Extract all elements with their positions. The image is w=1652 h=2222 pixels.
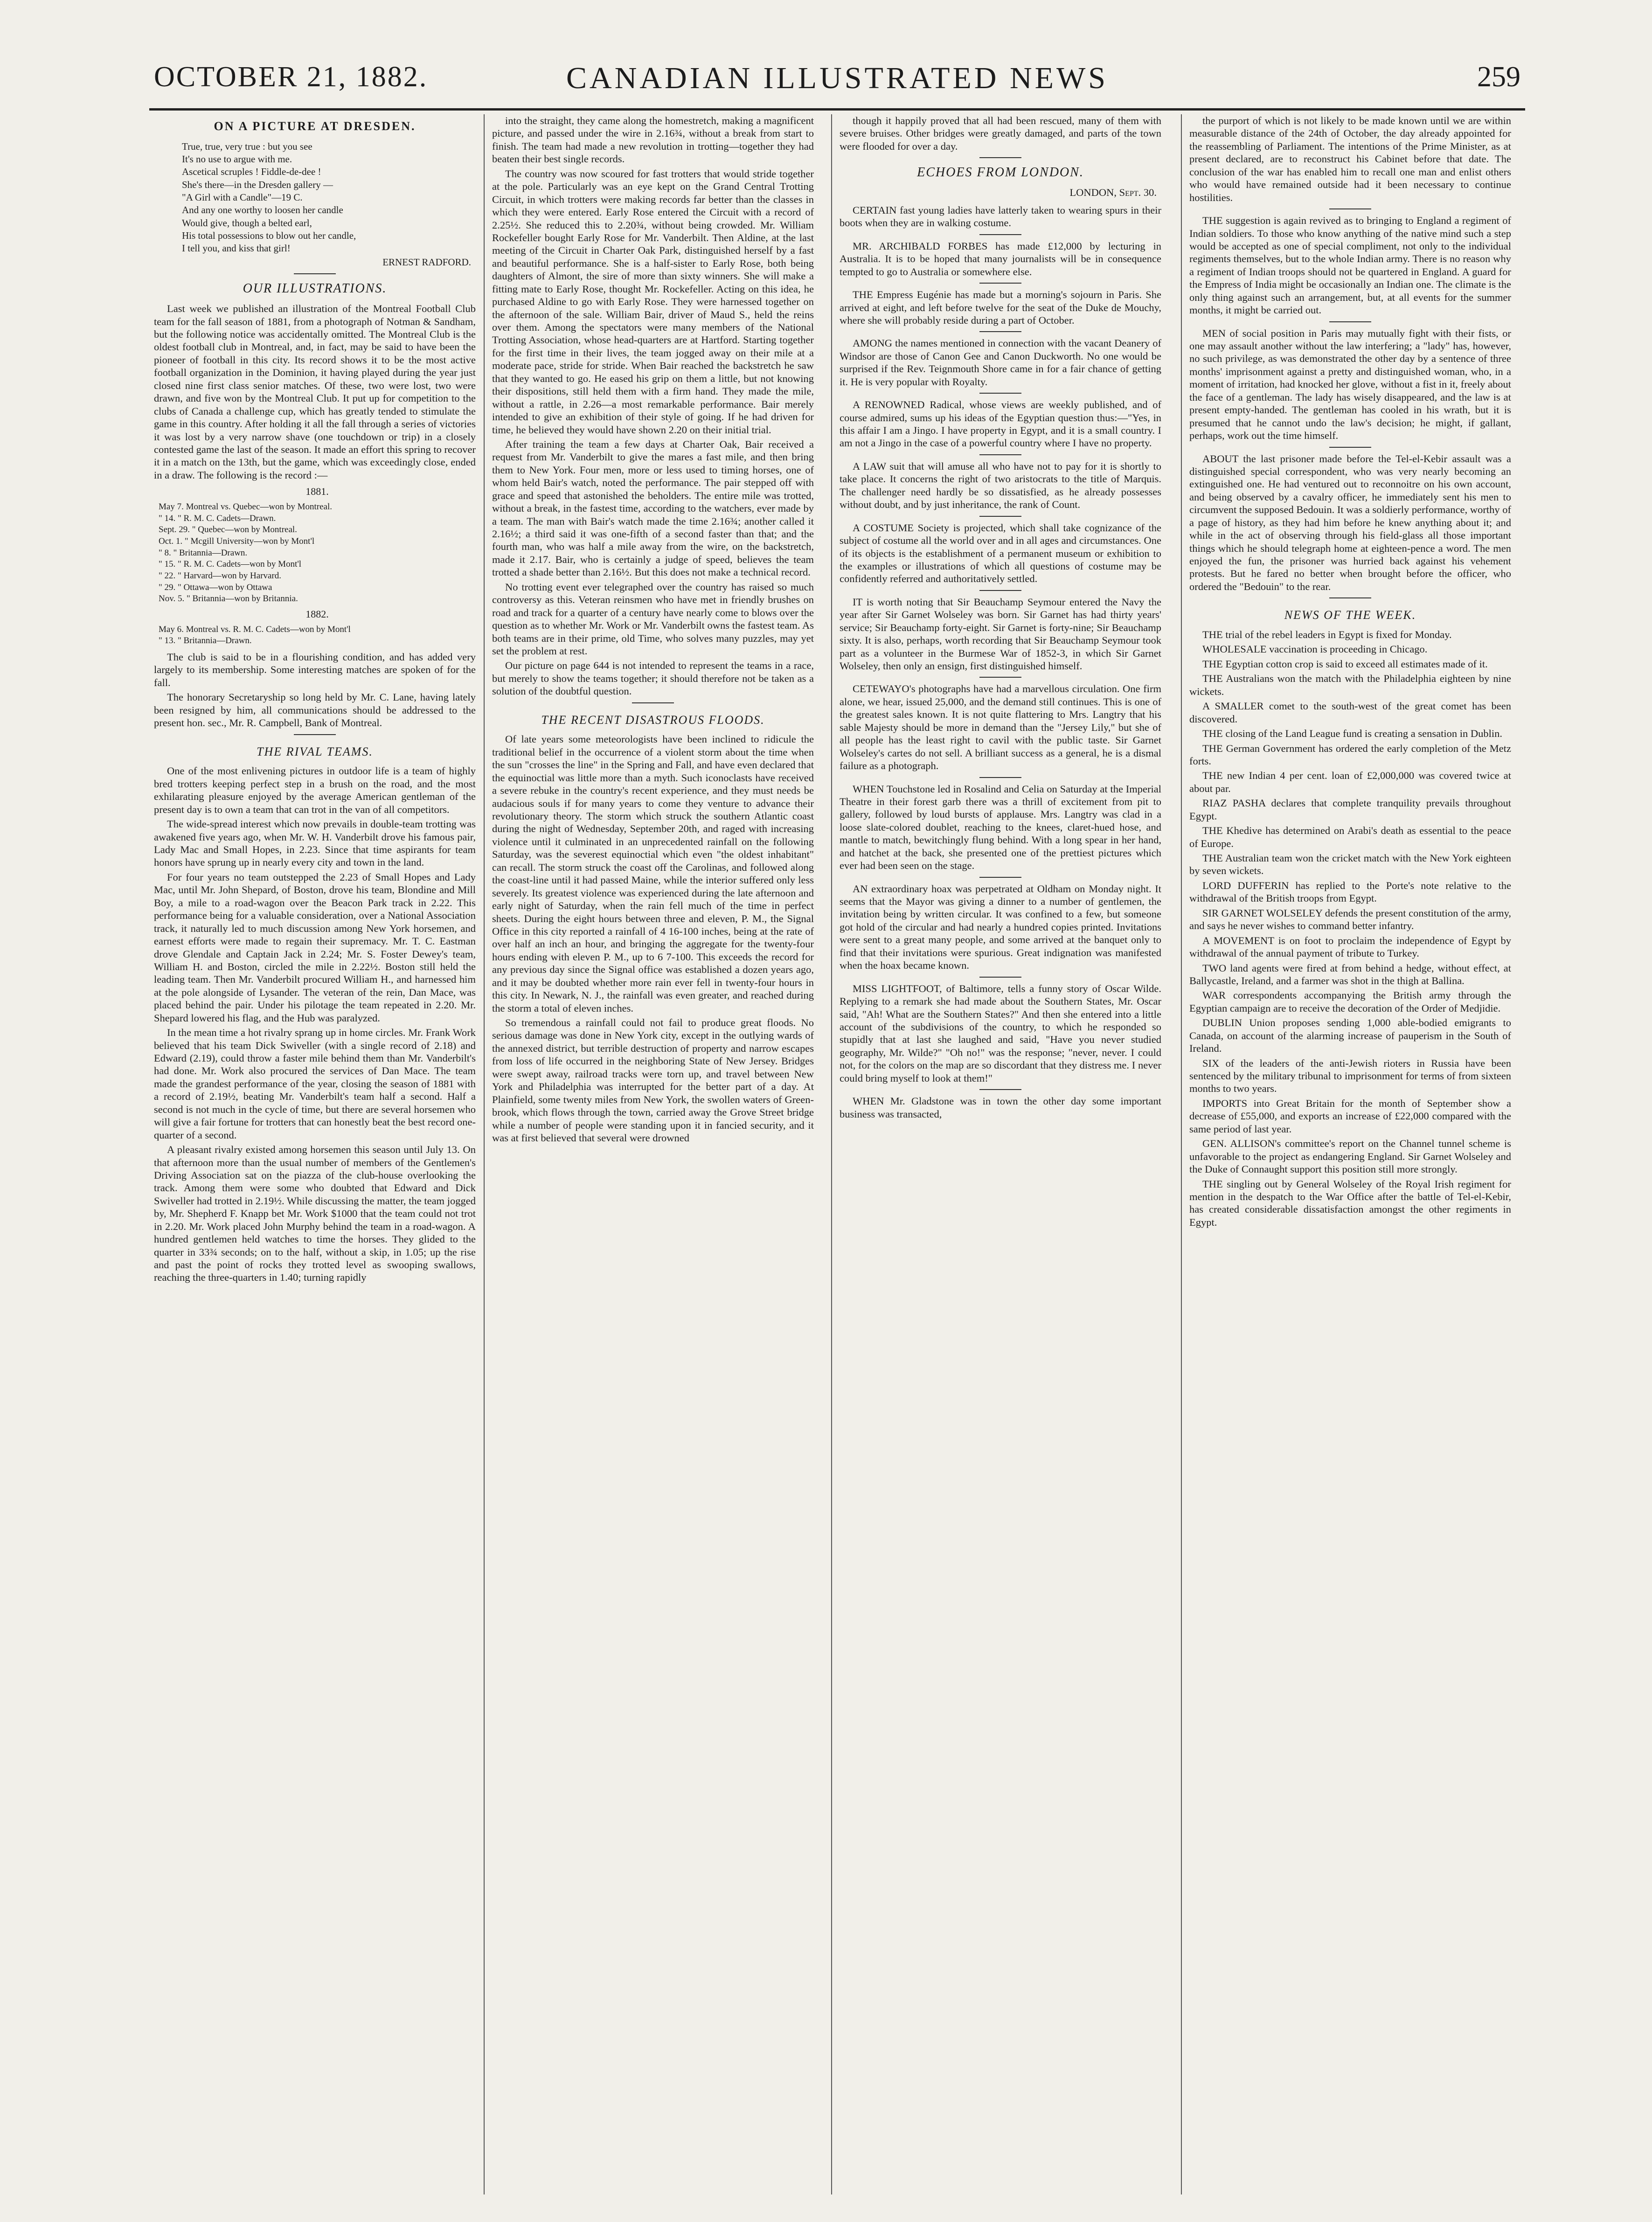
item-rule [979, 977, 1021, 978]
record-row: May 7. Montreal vs. Quebec—won by Montreal. [159, 501, 333, 512]
record-year-1881: 1881. [305, 486, 329, 498]
issue-date: OCTOBER 21, 1882. [154, 61, 428, 93]
item-rule [979, 331, 1021, 332]
poem [182, 140, 476, 255]
poem-title: ON A PICTURE AT DRESDEN. [214, 119, 416, 133]
news-item: THE suggestion is again revived as to bringing to England a regiment of Indian soldiers. To those who know anything of the native mind such a step would be accepted as one of special compliment, not only to the individual regiments themselves, but to the whole Indian army. There is no reason why a regiment of Indian troops should not be quartered in England. A guard for the Empress of India might be occasionally an Indian one. The climate is the only thing against such an arrangement, but, at all events for the summer months, it might be carried out. [1189, 215, 1511, 316]
floods-article [492, 733, 814, 1144]
column-divider [484, 114, 485, 2194]
record-row: " 8. " Britannia—Drawn. [159, 548, 248, 558]
news-item: A RENOWNED Radical, whose views are weekly published, and of course admired, sums up his ideas of the Egyptian question thus:—"Yes, in this affair I am a Jingo. I have property in Egypt, and it is a small country. I am not a Jingo in the case of a powerful country where I have no property. [840, 399, 1161, 449]
news-item: A SMALLER comet to the south-west of the great comet has been discovered. [1189, 700, 1511, 725]
paragraph: One of the most enlivening pictures in outdoor life is a team of highly bred trotters keeping perfect step in a brush on the road, and the most exhilarating pleasure enjoyed by the average American gentleman of the present day is to own a team that can trot in the van of all competitors. [154, 765, 476, 815]
paragraph: No trotting event ever telegraphed over the country has raised so much controversy as this. Veteran reinsmen who have met in friendly brushes on road and track for a quarter of a century have nearly come to blows over the question as to whether Mr. Work or Mr. Vanderbilt owns the fastest team. As both teams are in their prime, old Time, who solves many puzzles, may yet set the problem at rest. [492, 581, 814, 657]
floods-article-continued [840, 114, 1161, 153]
rival-teams-article [154, 764, 476, 1284]
news-item: WHEN Touchstone led in Rosalind and Celia on Saturday at the Imperial Theatre in their forest garb there was a thrill of excitement from pit to gallery, followed by loud bursts of applause. Mrs. Langtry was clad in a loose slate-colored doublet, reaching to the knees, claret-hued hose, and mantle to match, bewitchingly flung behind. With a long spear in her hand, and hatchet at the back, she presented one of the prettiest pictures which ever had been seen on the stage. [840, 783, 1161, 872]
news-item: A LAW suit that will amuse all who have not to pay for it is shortly to take place. It concerns the right of two aristocrats to the title of Marquis. The challenger need hardly be so dissatisfied, as he already possesses without doubt, and by just inheritance, the rank of Count. [840, 460, 1161, 511]
news-item: THE Egyptian cotton crop is said to exceed all estimates made of it. [1202, 658, 1488, 670]
paragraph: The country was now scoured for fast trotters that would stride together at the pole. Particularly was an eye kept on the Grand Central Trotting Circuit, in which trotters were making records far better than the classes in which they were entered. Early Rose entered the Circuit with a record of 2.25½. She reduced this to 2.20¾, without being crowded. Mr. William Rockefeller bought Early Rose for Mr. Vanderbilt. Then Aldine, at the last meeting of the Circuit in Charter Oak Park, distinguished herself by a fast and beautiful performance. She is a half-sister to Early Rose, both being daughters of Almont, the sire of more than sixty winners. She will make a fitting mate to Early Rose, thought Mr. Rockefeller. Acting on this idea, he purchased Aldine to go with Early Rose. They were harnessed together on the afternoon of the sale. William Bair, driver of Maud S., held the reins over them. Among the spectators were many members of the National Trotting Association, whose head-quarters are at Hartford. Starting together for the first time in their lives, the team jogged away on their mile at a moderate pace, stride for stride. When Bair reached the backstretch he saw that they wanted to go. He eased his grip on them a little, but not knowing their dispositions, still held them with a firm hand. They made the mile, without a rattle, in 2.26—a most remarkable performance. Bair merely intended to give an exhibition of their style of going. If he had driven for time, he believed they would have shown 2.20 on their initial trial. [492, 167, 814, 436]
paragraph: into the straight, they came along the homestretch, making a magnificent picture, and passed under the wire in 2.16¾, without a break from start to finish. The team had made a new revolution in trotting—together they had beaten their best single records. [492, 115, 814, 165]
item-rule [1329, 208, 1371, 209]
news-item: A COSTUME Society is projected, which shall take cognizance of the subject of costume all the world over and in all ages and circumstances. One of its objects is the establishment of a permanent museum or exhibition to the examples or illustrations of which all questions of costume may be confidently referred and authoritatively settled. [840, 521, 1161, 585]
news-item: THE singling out by General Wolseley of the Royal Irish regiment for mention in the despatch to the War Office after the battle of Tel-el-Kebir, has created considerable dissatisfaction amongst the other regiments in Egypt. [1189, 1178, 1511, 1228]
column-4 [1189, 114, 1511, 2194]
paragraph: Our picture on page 644 is not intended to represent the teams in a race, but merely to show the teams together; it should therefore not be taken as a solution of the doubtful question. [492, 660, 814, 697]
paragraph: Of late years some meteorologists have been inclined to ridicule the traditional belief in the occurrence of a violent storm about the time when the sun "crosses the line" in the Spring and Fall, and have even declared that the equinoctial was little more than a myth. Such iconoclasts have received a severe rebuke in the country's recent experience, and they must needs be audacious souls if for many years to come they venture to advance their revolutionary theory. The storm which struck the southern Atlantic coast during the night of Wednesday, September 20th, and raged with increasing violence until it culminated in an unprecedented rainfall on the following Saturday, was the severest equinoctial which even "the oldest inhabitant" can recall. The storm struck the coast off the Carolinas, and followed along the coast-line until it had passed Maine, while the interior suffered only less severely. Its greatest violence was experienced during the late afternoon and early night of Saturday, when the rain fell much of the time in perfect sheets. During the eight hours between three and eleven, P. M., the Signal Office in this city reported a rainfall of 4 16-100 inches, being at the rate of over half an inch an hour, and bringing the aggregate for the twenty-four hours ending with eleven P. M., up to 6 7-100. This exceeds the record for any previous day since the Signal office was established a dozen years ago, and it may be doubted whether more rain ever fell in twenty-four hours in this city. In Newark, N. J., the rainfall was even greater, and reached during the storm a total of eleven inches. [492, 733, 814, 1014]
news-item: MISS LIGHTFOOT, of Baltimore, tells a funny story of Oscar Wilde. Replying to a remark she had made about the Southern States, Mr. Oscar said, "Ah! What are the Southern States?" And then she entered into a little account of the subdivisions of the country, to which he responded so stupidly that at last she laughed and said, "Have you never studied geography, Mr. Wilde?" "Oh no!" was the response; "never, never. I could not, for the colors on the map are so discordant that they distress me. I never could bring myself to look at them!" [840, 982, 1161, 1084]
page-number: 259 [1477, 61, 1520, 93]
news-item: MEN of social position in Paris may mutually fight with their fists, or one may assault another without the law interfering; a "lady" has, however, no such privilege, as was demonstrated the other day by a sentence of three months' imprisonment against a pretty and distinguished woman, who, in a moment of irritation, had knocked her glove, without a fist in it, freely about the face of a gentleman. The lady has wisely disappeared, and the law is at present empty-handed. The gentleman has cooled in his wrath, but it is presumed that he cannot undo the law's decision; he might, if gallant, perhaps, work out the time himself. [1189, 327, 1511, 442]
section-title-news: NEWS OF THE WEEK. [1284, 608, 1416, 622]
news-item: THE new Indian 4 per cent. loan of £2,000,000 was covered twice at about par. [1189, 770, 1511, 794]
item-rule [979, 677, 1021, 678]
poem-line: Ascetical scruples ! Fiddle-de-dee ! [182, 166, 321, 178]
news-item: IT is worth noting that Sir Beauchamp Seymour entered the Navy the year after Sir Garnet Wolseley was born. Sir Garnet has had thirty years' service; Sir Beauchamp forty-eight. Sir Garnet is forty-nine; Sir Beauchamp sixty. It is also, perhaps, worth recording that Sir Beauchamp Seymour took part as a volunteer in the Burmese War of 1852-3, in which Sir Garnet Wolseley, then only an ensign, first distinguished himself. [840, 596, 1161, 672]
news-item: SIX of the leaders of the anti-Jewish rioters in Russia have been sentenced by the military tribunal to imprisonment for terms of from sixteen months to two years. [1189, 1057, 1511, 1095]
record-row: " 29. " Ottawa—won by Ottawa [159, 582, 272, 592]
record-list-1881 [159, 501, 476, 605]
column-3 [840, 114, 1161, 2194]
record-table [159, 485, 476, 647]
record-row: " 22. " Harvard—won by Harvard. [159, 571, 281, 581]
column-divider [831, 114, 832, 2194]
news-item: THE Empress Eugénie has made but a morning's sojourn in Paris. She arrived at eight, and left before twelve for the seat of the Duke de Mouchy, where she will probably reside during a part of October. [840, 289, 1161, 326]
poem-line: "A Girl with a Candle"—19 C. [182, 191, 303, 203]
news-items [1189, 628, 1511, 1229]
masthead [154, 61, 1520, 112]
news-item: THE Khedive has determined on Arabi's death as essential to the peace of Europe. [1189, 825, 1511, 849]
news-item: CERTAIN fast young ladies have latterly taken to wearing spurs in their boots when they are in walking costume. [840, 204, 1161, 229]
illustrations-article [154, 302, 476, 481]
poem-line: Would give, though a belted earl, [182, 217, 312, 229]
news-item: A MOVEMENT is on foot to proclaim the independence of Egypt by withdrawal of the annual payment of tribute to Turkey. [1189, 934, 1511, 959]
poem-line: It's no use to argue with me. [182, 153, 292, 165]
paragraph: though it happily proved that all had been rescued, many of them with severe bruises. Other bridges were greatly damaged, and parts of the town were flooded for over a day. [840, 115, 1161, 152]
record-row: " 14. " R. M. C. Cadets—Drawn. [159, 513, 276, 523]
poem-line: And any one worthy to loosen her candle [182, 204, 343, 216]
poem-line: I tell you, and kiss that girl! [182, 243, 291, 254]
news-item: THE German Government has ordered the early completion of the Metz forts. [1189, 742, 1511, 767]
record-row: May 6. Montreal vs. R. M. C. Cadets—won by Mont'l [159, 624, 351, 634]
item-rule [979, 590, 1021, 591]
record-year-1882: 1882. [305, 608, 329, 620]
news-item: GEN. ALLISON's committee's report on the Channel tunnel scheme is unfavorable to the project as endangering England. Sir Garnet Wolseley and the Duke of Connaught support this position still more strongly. [1189, 1138, 1511, 1175]
newspaper-title: CANADIAN ILLUSTRATED NEWS [566, 61, 1108, 95]
column-1 [154, 114, 476, 2194]
news-item: THE closing of the Land League fund is creating a sensation in Dublin. [1202, 728, 1502, 740]
item-rule [1329, 447, 1371, 448]
paragraph: A pleasant rivalry existed among horsemen this season until July 13. On that afternoon more than the usual number of members of the Gentlemen's Driving Association sat on the piazza of the club-house overlooking the track. Among them were some who doubted that Edward and Dick Swiveller had trotted in 2.19½. While discussing the matter, the team jogged by, Mr. Shepherd F. Knapp bet Mr. Work $1000 that the team could not trot in 2.20. Mr. Work placed John Murphy behind the team in a road-wagon. A hundred gentlemen held watches to time the horses. They glided to the quarter in 33¾ seconds; on to the half, without a skip, in 1.05; up the rise and past the point of rocks they trotted level as swooping swallows, reaching the three-quarters in 1.40; turning rapidly [154, 1144, 476, 1284]
echoes-items-continued [1189, 114, 1511, 593]
paragraph: The club is said to be in a flourishing condition, and has added very largely to its membership. Some interesting matches are spoken of for the fall. [154, 651, 476, 688]
section-title-echoes: ECHOES FROM LONDON. [917, 165, 1084, 180]
record-row: Nov. 5. " Britannia—won by Britannia. [159, 594, 298, 604]
news-item: RIAZ PASHA declares that complete tranquility prevails throughout Egypt. [1189, 797, 1511, 822]
item-rule [1329, 321, 1371, 322]
paragraph: In the mean time a hot rivalry sprang up in home circles. Mr. Frank Work believed that his team Dick Swiveller (with a single record of 2.18) and Edward (2.19), could throw a faster mile behind them than Mr. Vanderbilt's had done. Mr. Work also procured the services of Dan Mace. The team made the grandest performance of the year, closing the season of 1881 with a record of 2.19½, beating Mr. Vanderbilt's team half a second. Half a second is not much in the cycle of time, but there are several horsemen who will give a fair fortune for trotters that can honestly beat the best record one-quarter of a second. [154, 1027, 476, 1141]
poem-line: She's there—in the Dresden gallery — [182, 179, 333, 190]
news-item: WHEN Mr. Gladstone was in town the other day some important business was transacted, [840, 1095, 1161, 1120]
item-rule [979, 877, 1021, 878]
news-item: SIR GARNET WOLSELEY defends the present constitution of the army, and says he never wishes to command better infantry. [1189, 907, 1511, 932]
poem-line: His total possessions to blow out her candle, [182, 229, 356, 241]
item-rule [979, 234, 1021, 235]
item-rule [979, 454, 1021, 455]
section-title-floods: THE RECENT DISASTROUS FLOODS. [541, 713, 765, 727]
news-item: THE Australians won the match with the Philadelphia eighteen by nine wickets. [1189, 673, 1511, 697]
news-item: ABOUT the last prisoner made before the Tel-el-Kebir assault was a distinguished special correspondent, who was very nearly becoming an extinguished one. He had ventured out to reconnoitre on his own account, and being observed by a cavalry officer, he immediately sent his men to circumvent the supposed Bedouin. It was a soldierly performance, worthy of a page of history, as they had him before he knew anything about it; and while in the act of observing through his field-glass all those important things which he should telegraph home at eighteen-pence a word. The men enjoyed the fun, the prisoner was hurried back against his vehement protests. But he fared no better when brought before the officer, who ordered the "Bedouin" to the rear. [1189, 452, 1511, 592]
news-item: WHOLESALE vaccination is proceeding in Chicago. [1202, 643, 1428, 655]
news-item: MR. ARCHIBALD FORBES has made £12,000 by lecturing in Australia. It is to be hoped that many journalists will be in consequence tempted to go to Australia or somewhere else. [840, 240, 1161, 278]
item-rule [979, 1089, 1021, 1090]
news-item: IMPORTS into Great Britain for the month of September show a decrease of £55,000, and exports an increase of £22,000 compared with the same period of last year. [1189, 1097, 1511, 1135]
paragraph: The honorary Secretaryship so long held by Mr. C. Lane, having lately been resigned by him, all communications should be addressed to the present hon. sec., Mr. R. Campbell, Bank of Montreal. [154, 691, 476, 729]
masthead-rule [149, 108, 1525, 111]
section-title-rival-teams: THE RIVAL TEAMS. [257, 744, 373, 758]
record-row: Sept. 29. " Quebec—won by Montreal. [159, 525, 297, 535]
news-item: AMONG the names mentioned in connection with the vacant Deanery of Windsor are those of Canon Gee and Canon Duckworth. No one would be surprised if the Rev. Teignmouth Shore came in for a fair chance of getting it. He is very popular with Royalty. [840, 337, 1161, 388]
paragraph: The wide-spread interest which now prevails in double-team trotting was awakened five years ago, when Mr. W. H. Vanderbilt drove his famous pair, Lady Mac and Small Hopes, in 2.23. Since that time aspirants for team honors have sprung up in nearly every city and town in the land. [154, 818, 476, 868]
column-divider [1181, 114, 1182, 2194]
poem-line: True, true, very true : but you see [182, 140, 312, 152]
paragraph: For four years no team outstepped the 2.23 of Small Hopes and Lady Mac, until Mr. John Shepard, of Boston, drove his team, Blondine and Mill Boy, a mile to a road-wagon over the Beacon Park track in 2.22. This performance being for a valuable consideration, over a National Association track, it naturally led to much discussion among New York horsemen, and earnest efforts were made to regain their supremacy. Mr. T. C. Eastman drove Glendale and Captain Jack in 2.24; Mr. S. Foster Dewey's team, William H. and Boston, circled the mile in 2.22½. Boston still held the leading team. Then Mr. Vanderbilt procured William H., and harnessed him at the pole alongside of Lysander. The veteran of the rein, Dan Mace, was placed behind the pair. Under his pilotage the team repeated in 2.20. Mr. Shepard lowered his flag, and the Hub was paralyzed. [154, 871, 476, 1024]
news-item: AN extraordinary hoax was perpetrated at Oldham on Monday night. It seems that the Mayor was giving a dinner to a number of gentlemen, the invitation being by written circular. It was confined to a few, but someone got hold of the circular and had nearly a hundred copies printed. Invitations were sent to a great many people, and some arrived at the banquet only to find that their invitations were spurious. Great indignation was manifested when the hoax became known. [840, 882, 1161, 972]
item-rule [979, 393, 1021, 394]
section-rule [294, 734, 336, 735]
news-item: DUBLIN Union proposes sending 1,000 able-bodied emigrants to Canada, on account of the alarming increase of pauperism in the South of Ireland. [1189, 1017, 1511, 1055]
news-item: LORD DUFFERIN has replied to the Porte's note relative to the withdrawal of the British troops from Egypt. [1189, 879, 1511, 904]
news-item: THE trial of the rebel leaders in Egypt is fixed for Monday. [1202, 629, 1452, 641]
section-rule [294, 273, 336, 274]
item-rule [979, 283, 1021, 284]
paragraph: Last week we published an illustration of the Montreal Football Club team for the fall season of 1881, from a photograph of Notman & Sandham, but the following notice was accidentally omitted. The Montreal Club is the oldest football club in Montreal, and, in fact, may be said to have been the pioneer of football in this city. Its record shows it to be the most active football organization in the Dominion, it having played during the year just closed nine first class senior matches. Of these, two were lost, two were drawn, and five won by the Montreal Club. It put up for competition to the clubs of Canada a challenge cup, which has greatly tended to stimulate the game in this country. After holding it all the fall through a series of victories it was lost by a very narrow shave (one touchdown or trip) in a closely contested game the last of the season. It made an effort this spring to recover it in a match on the 13th, but the game, which was exceedingly close, ended in a draw. The following is the record :— [154, 303, 476, 481]
column-2 [492, 114, 814, 2194]
paragraph: So tremendous a rainfall could not fail to produce great floods. No serious damage was done in New York city, except in the outlying wards of the annexed district, but terrible destruction of property and narrow escapes from loss of life occurred in the neighboring State of New Jersey. Bridges were swept away, railroad tracks were torn up, and travel between New York and Philadelphia was interrupted for the better part of a day. At Plainfield, some twenty miles from New York, the swollen waters of Green-brook, which flows through the town, carried away the Grove Street bridge while a number of people were standing upon it in fancied security, and it was at first believed that several were drowned [492, 1017, 814, 1144]
news-item: the purport of which is not likely to be made known until we are within measurable distance of the 24th of October, the day already appointed for the reassembling of Parliament. The intentions of the Prime Minister, as at present declared, are to reconstruct his Cabinet before that date. The conclusion of the war has enabled him to recall one man and enlist others who would have remained outside had it been necessary to continue hostilities. [1189, 115, 1511, 203]
echoes-items [840, 204, 1161, 1120]
news-item: WAR correspondents accompanying the British army through the Egyptian campaign are to receive the decoration of the Order of Medjidie. [1189, 989, 1511, 1014]
item-rule [979, 777, 1021, 778]
record-row: " 15. " R. M. C. Cadets—won by Mont'l [159, 559, 302, 569]
record-row: " 13. " Britannia—Drawn. [159, 636, 252, 646]
poem-author: ERNEST RADFORD. [382, 257, 471, 268]
paragraph: After training the team a few days at Charter Oak, Bair received a request from Mr. Vanderbilt to give the mares a fast mile, and then bring them to New York. Four men, more or less used to timing horses, one of whom held Bair's watch, noted the performance. The pair stepped off with grace and speed that astonished the beholders. The entire mile was trotted, without a break, in the fastest time, according to the watchers, ever made by a team. The man with Bair's watch made the time 2.16¾; another called it 2.16½; a third said it was one-fifth of a second faster than that; and the fourth man, who was half a mile away from the wire, on the backstretch, made it 2.17. Bair, who is certainly a judge of speed, believes the team trotted a shade better than 2.16½. But this does not make a technical record. [492, 438, 814, 578]
section-rule [1329, 597, 1371, 598]
record-list-1882 [159, 624, 476, 647]
record-row: Oct. 1. " Mcgill University—won by Mont'l [159, 536, 315, 546]
echoes-dateline: LONDON, Sept. 30. [1069, 187, 1157, 199]
illustrations-article-continued [154, 651, 476, 729]
section-rule [632, 702, 674, 703]
section-title-illustrations: OUR ILLUSTRATIONS. [243, 281, 387, 296]
news-item: TWO land agents were fired at from behind a hedge, without effect, at Ballycastle, Ireland, and a farmer was shot in the thigh at Ballina. [1189, 962, 1511, 986]
section-rule [979, 157, 1021, 158]
news-item: THE Australian team won the cricket match with the New York eighteen by seven wickets. [1189, 852, 1511, 877]
rival-teams-continued [492, 114, 814, 698]
item-rule [979, 516, 1021, 517]
news-item: CETEWAYO's photographs have had a marvellous circulation. One firm alone, we hear, issued 25,000, and the demand still continues. This is one of the greatest sales known. It is not quite flattering to Mrs. Langtry that his sable Majesty should be more in demand than the "Jersey Lily," but she of all people has the least right to cavil with the public taste. Sir Garnet Wolseley's cartes do not sell. A brilliant success as a general, he is a dismal failure as a photograph. [840, 683, 1161, 772]
